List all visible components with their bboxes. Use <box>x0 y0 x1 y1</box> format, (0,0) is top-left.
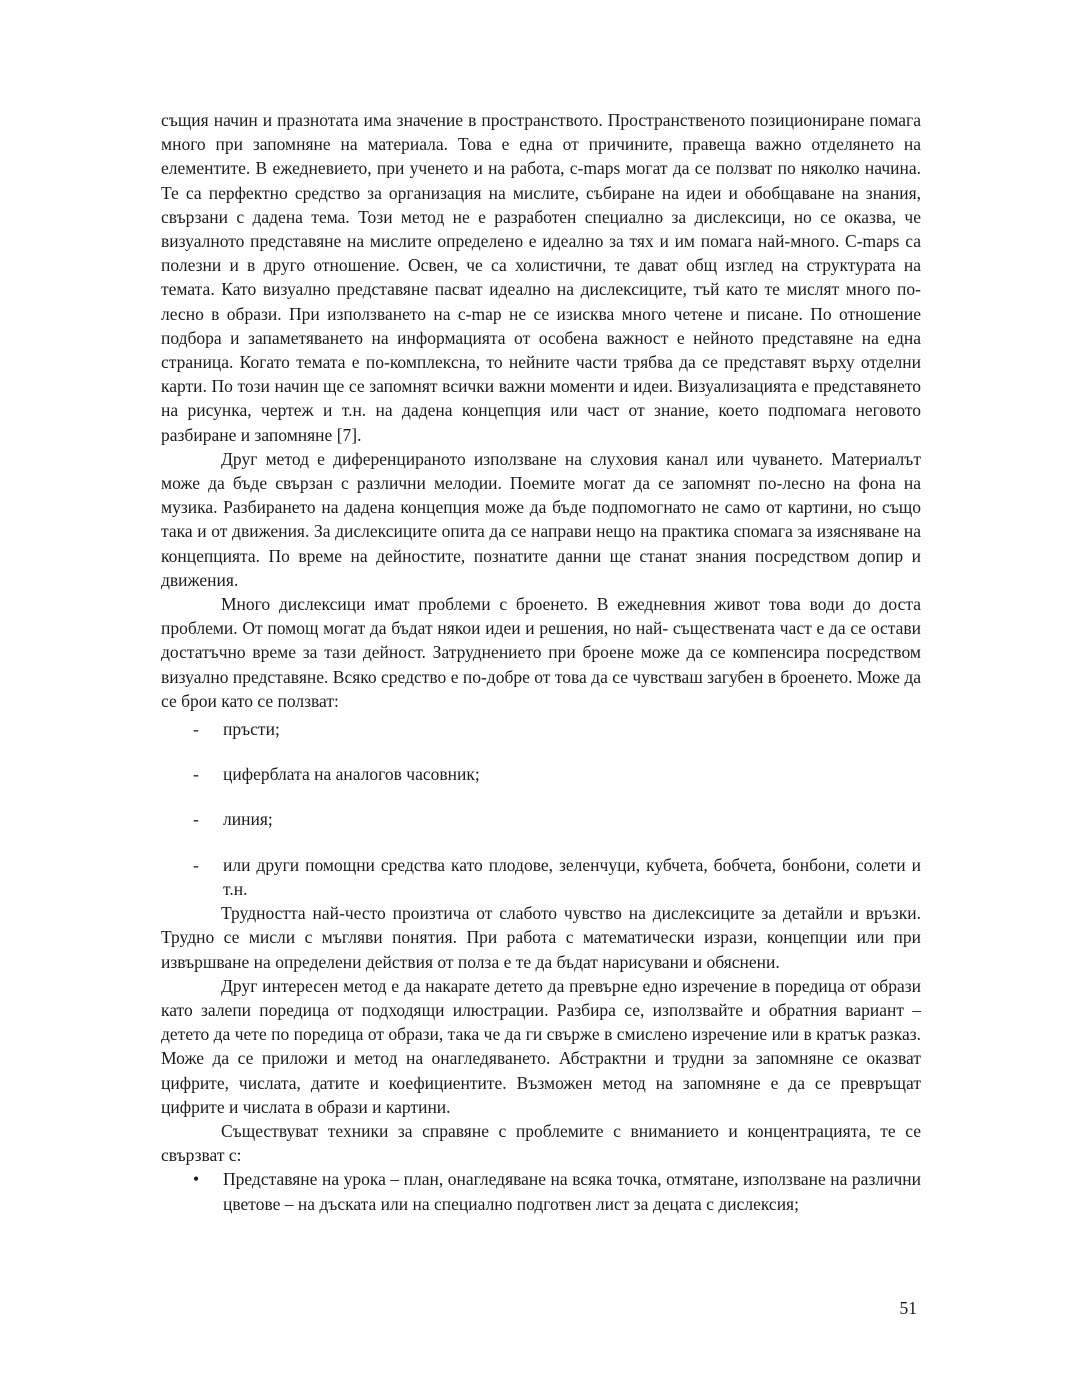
paragraph: Съществуват техники за справяне с проблемите с вниманието и концентрацията, те се свързват с: <box>161 1120 921 1166</box>
list-item-text: циферблата на аналогов часовник; <box>223 764 480 785</box>
list-item <box>161 717 921 741</box>
bullet-list <box>161 1167 921 1215</box>
dash-list <box>161 717 921 901</box>
page-number: 51 <box>899 1298 917 1318</box>
list-item <box>161 807 921 831</box>
list-item-text: пръсти; <box>223 719 280 740</box>
list-item <box>161 762 921 786</box>
paragraph: Много дислексици имат проблеми с броенето. В ежедневния живот това води до доста проблеми. От помощ могат да бъдат някои идеи и решения, но най- съществената част е да се остави достатъчно време за тази дейност. Затруднението при броене може да се компенсира посредством визуално представяне. Всяко средство е по-добре от това да се чувстваш загубен в броенето. Може да се брои като се ползват: <box>161 594 921 711</box>
list-item-text: линия; <box>223 809 273 830</box>
dash-icon: - <box>193 719 199 740</box>
paragraph-continued: същия начин и празнотата има значение в пространството. Пространственото позициониране помага много при запомняне на материала. Това е една от причините, правеща важно отделянето на елементите. В ежедневието, при ученето и на работа, c-maps могат да се ползват по няколко начина. Те са перфектно средство за организация на мислите, събиране на идеи и обобщаване на знания, свързани с дадена тема. Този метод не е разработен специално за дислексици, но се оказва, че визуалното представяне на мислите определено е идеално за тях и им помага най-много. C-maps са полезни и в друго отношение. Освен, че са холистични, те дават общ изглед на структурата на темата. Като визуално представяне пасват идеално на дислексиците, тъй като те мислят много по-лесно в образи. При използването на c-map не се изисква много четене и писане. По отношение подбора и запаметяването на информацията от особена важност е нейното представяне на една страница. Когато темата е по-комплексна, то нейните части трябва да се представят върху отделни карти. По този начин ще се запомнят всички важни моменти и идеи. Визуализацията е представянето на рисунка, чертеж и т.н. на дадена концепция или част от знание, което подпомага неговото разбиране и запомняне [7]. <box>161 110 921 445</box>
paragraph: Друг интересен метод е да накарате детето да превърне едно изречение в поредица от образи като залепи поредица от подходящи илюстрации. Разбира се, използвайте и обратния вариант – детето да чете по поредица от образи, така че да ги свърже в смислено изречение или в кратък разказ. Може да се приложи и метод на онагледяването. Абстрактни и трудни за запомняне се оказват цифрите, числата, датите и коефициентите. Възможен метод на запомняне е да се превръщат цифрите и числата в образи и картини. <box>161 975 921 1117</box>
paragraph: Трудността най-често произтича от слабото чувство на дислексиците за детайли и връзки. Трудно се мисли с мъгляви понятия. При работа с математически изрази, концепции или при извършване на определени действия от полза е те да бъдат нарисувани и обяснени. <box>161 903 921 972</box>
paragraph: Друг метод е диференцираното използване на слуховия канал или чуването. Материалът може да бъде свързан с различни мелодии. Поемите могат да се запомнят по-лесно на фона на музика. Разбирането на дадена концепция може да бъде подпомогнато не само от картини, но също така и от движения. За дислексиците опита да се направи нещо на практика спомага за изясняване на концепцията. По време на дейностите, познатите данни ще станат знания посредством допир и движения. <box>161 448 921 590</box>
page-content <box>161 108 921 1216</box>
dash-icon: - <box>193 854 199 875</box>
list-item-text: Представяне на урока – план, онагледяване на всяка точка, отмятане, използване на различни цветове – на дъската или на специално подготвен лист за децата с дислексия; <box>223 1169 921 1214</box>
dash-icon: - <box>193 809 199 830</box>
list-item <box>161 1167 921 1215</box>
list-item-text: или други помощни средства като плодове, зеленчуци, кубчета, бобчета, бонбони, солети и т.н. <box>223 854 921 899</box>
dash-icon: - <box>193 764 199 785</box>
bullet-icon: • <box>193 1169 200 1190</box>
list-item <box>161 853 921 901</box>
